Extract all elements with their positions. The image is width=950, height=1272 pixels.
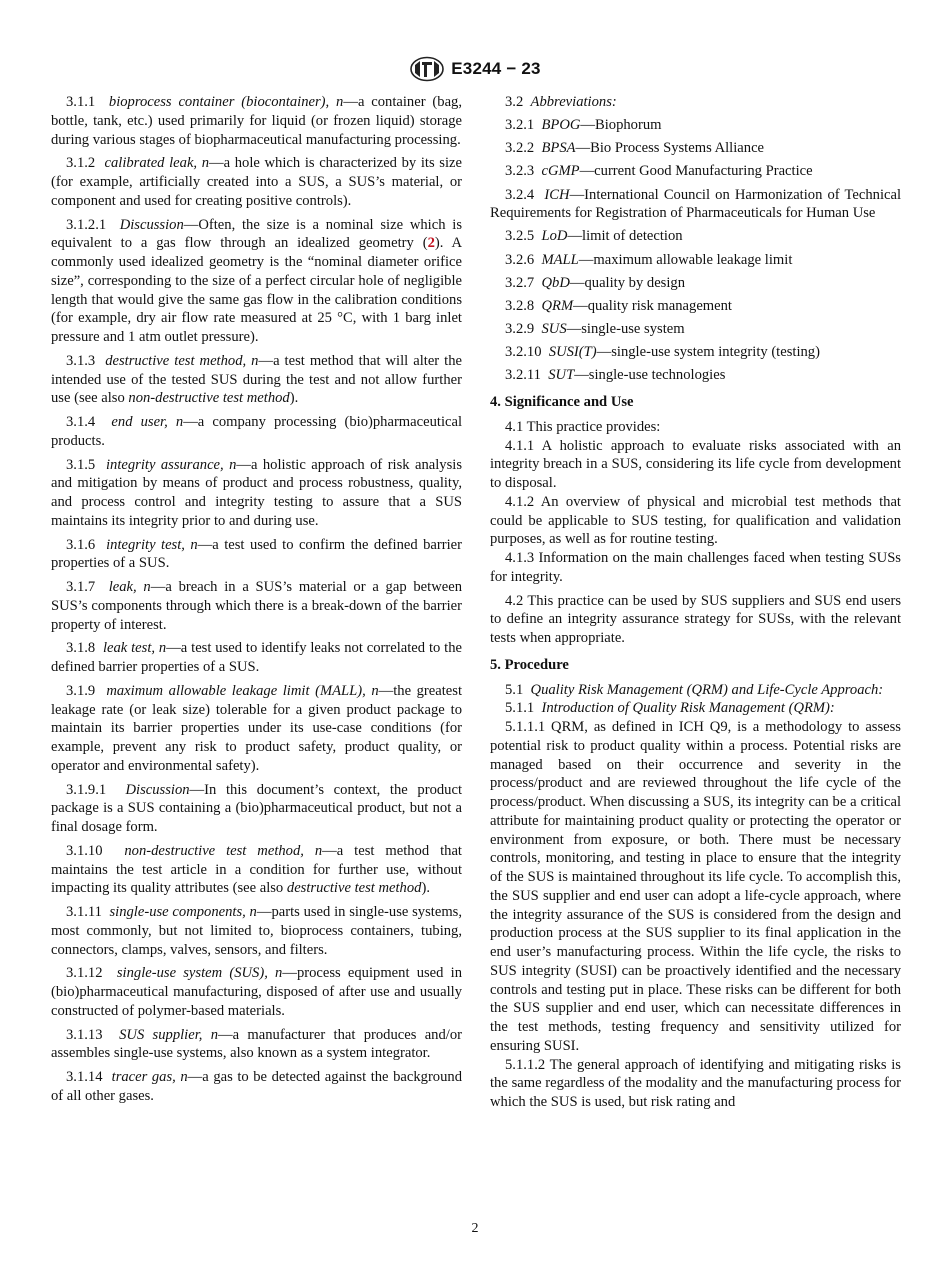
- definition-3-1-2: 3.1.2 calibrated leak, n—a hole which is characterized by its size (for example, artificially created into a SUS, a SUS’s material, or component and used for creating positive controls).: [51, 155, 462, 209]
- definition-3-1-3: 3.1.3 destructive test method, n—a test method that will alter the intended use of the tested SUS during the test and not allow further use (see also non-destructive test method).: [51, 352, 463, 407]
- abbreviation-item: 3.2.8 QRM—quality risk management: [505, 297, 732, 314]
- definition-3-1-9: 3.1.9 maximum allowable leakage limit (MALL), n—the greatest leakage rate (or leak size) tolerable for a given product package to maintain its barrier properties under its use-case conditions (for example, prevent any risk to product safety, product quality, or operator and environmental safety).: [51, 682, 462, 774]
- abbreviation-item: 3.2.1 BPOG—Biophorum: [505, 117, 662, 134]
- definition-3-1-11: 3.1.11 single-use components, n—parts used in single-use systems, most commonly, but not limited to, bioprocess containers, tubing, connectors, clamps, valves, sensors, and filters.: [51, 904, 462, 958]
- astm-logo-icon: [409, 56, 445, 82]
- discussion-3-1-9-1: 3.1.9.1 Discussion—In this document’s context, the product package is a SUS containing a (bio)pharmaceutical product, but not a final dosage form.: [51, 781, 463, 835]
- section-heading-significance: 4. Significance and Use: [490, 394, 634, 411]
- paragraph-4-1-1: 4.1.1 A holistic approach to evaluate risks associated with an integrity breach in a SUS, considering its life cycle from development to disposal.: [490, 437, 901, 492]
- definition-3-1-8: 3.1.8 leak test, n—a test used to identify leaks not correlated to the defined barrier properties of a SUS.: [51, 640, 462, 675]
- abbreviation-item: 3.2.10 SUSI(T)—single-use system integrity (testing): [505, 344, 820, 361]
- definition-3-1-7: 3.1.7 leak, n—a breach in a SUS’s material or a gap between SUS’s components through which there is a break-down of the barrier property of interest.: [51, 579, 463, 633]
- abbreviation-item: 3.2.2 BPSA—Bio Process Systems Alliance: [505, 140, 765, 157]
- abbreviation-item: 3.2.9 SUS—single-use system: [505, 321, 685, 338]
- paragraph-4-2: 4.2 This practice can be used by SUS suppliers and SUS end users to define an integrity assurance strategy for SUSs, with the relevant tests when appropriate.: [490, 592, 901, 647]
- page-number: 2: [471, 1221, 479, 1236]
- definition-3-1-1: 3.1.1 bioprocess container (biocontainer), n—a container (bag, bottle, tank, etc.) used primarily for liquid (or frozen liquid) storage during various stages of biopharmaceutical manufacturing processing.: [51, 94, 462, 148]
- paragraph-4-1: 4.1 This practice provides:: [505, 418, 661, 435]
- abbreviation-item: 3.2.5 LoD—limit of detection: [505, 228, 683, 245]
- definition-3-1-13: 3.1.13 SUS supplier, n—a manufacturer that produces and/or assembles single-use systems, also known as a system integrator.: [51, 1026, 462, 1062]
- abbreviation-item: 3.2.6 MALL—maximum allowable leakage limit: [505, 251, 793, 268]
- abbreviation-item: 3.2.3 cGMP—current Good Manufacturing Practice: [505, 163, 813, 180]
- definition-3-1-12: 3.1.12 single-use system (SUS), n—process equipment used in (bio)pharmaceutical manufacturing, disposed of after use and usually constructed of polymer-based materials.: [51, 965, 462, 1019]
- document-id: E3244 − 23: [451, 59, 541, 78]
- abbreviation-item: 3.2.7 QbD—quality by design: [505, 274, 685, 291]
- paragraph-5-1-1: 5.1.1 Introduction of Quality Risk Management (QRM):: [505, 700, 835, 717]
- paragraph-5-1-1-1: 5.1.1.1 QRM, as defined in ICH Q9, is a methodology to assess potential risk to product quality within a process. Potential risks are managed based on their occurrence and severity in the process/product and are reviewed throughout the life cycle of the process/product. When discussing a SUS, its integrity can be a critical attribute for maintaining product quality or protecting the operator or environment from exposure, or both. There must be necessary controls, monitoring, and testing in place to ensure that the integrity of the SUS is maintained throughout its life cycle. To accomplish this, the SUS supplier and end user can adopt a life-cycle approach, where the integrity assurance of the SUS is considered from the design and production process at the SUS supplier to its final application in the end user’s manufacturing process. Within the life cycle, the risks to SUS integrity (SUSI) can be proactively identified and the necessary controls and testing put in place. These risks can be different for both the SUS supplier and end user, which can necessitate differences in the test methods, testing frequency and sensitivity utilized for ensuring SUSI.: [490, 719, 901, 1054]
- paragraph-4-1-2: 4.1.2 An overview of physical and microbial test methods that could be applicable to SUS testing, for qualification and validation purposes, as well as for routine testing.: [490, 493, 901, 548]
- paragraph-4-1-3: 4.1.3 Information on the main challenges faced when testing SUSs for integrity.: [490, 550, 901, 585]
- definition-3-1-5: 3.1.5 integrity assurance, n—a holistic approach of risk analysis and mitigation by means of product and process robustness, quality, and process control and integrity testing to assure that a SUS maintains its integrity prior to and during use.: [51, 456, 463, 529]
- section-heading-procedure: 5. Procedure: [490, 656, 569, 673]
- left-column: [51, 93, 462, 1111]
- definition-3-1-6: 3.1.6 integrity test, n—a test used to confirm the defined barrier properties of a SUS.: [51, 536, 462, 572]
- right-column: [490, 93, 901, 1112]
- discussion-3-1-2-1: 3.1.2.1 Discussion—Often, the size is a nominal size which is equivalent to a gas flow through an idealized geometry (2). A commonly used idealized geometry is the “nominal diameter orifice size”, corresponding to the size of a perfect circular hole of negligible length that would give the same gas flow in the calibration conditions (for example, dry air flow rate measured at 25 °C, with 1 barg inlet pressure and 1 atm outlet pressure).: [51, 216, 463, 345]
- paragraph-5-1-1-2: 5.1.1.2 The general approach of identifying and mitigating risks is the same regardless of the modality and the manufacturing process for which the SUS is used, but risk rating and: [490, 1056, 901, 1111]
- abbreviations-heading: 3.2 Abbreviations:: [505, 94, 617, 110]
- abbreviation-item: 3.2.4 ICH—International Council on Harmonization of Technical Requirements for Registration of Pharmaceuticals for Human Use: [490, 186, 902, 222]
- page-header: [0, 56, 950, 82]
- paragraph-5-1: 5.1 Quality Risk Management (QRM) and Life-Cycle Approach:: [505, 681, 884, 698]
- definition-3-1-14: 3.1.14 tracer gas, n—a gas to be detected against the background of all other gases.: [51, 1069, 462, 1104]
- reference-link[interactable]: 2: [427, 235, 435, 252]
- abbreviation-item: 3.2.11 SUT—single-use technologies: [505, 367, 726, 384]
- definition-3-1-4: 3.1.4 end user, n—a company processing (bio)pharmaceutical products.: [51, 414, 463, 449]
- definition-3-1-10: 3.1.10 non-destructive test method, n—a test method that maintains the test article in a condition for further use, without impacting its quality attributes (see also destructive test method).: [51, 842, 462, 897]
